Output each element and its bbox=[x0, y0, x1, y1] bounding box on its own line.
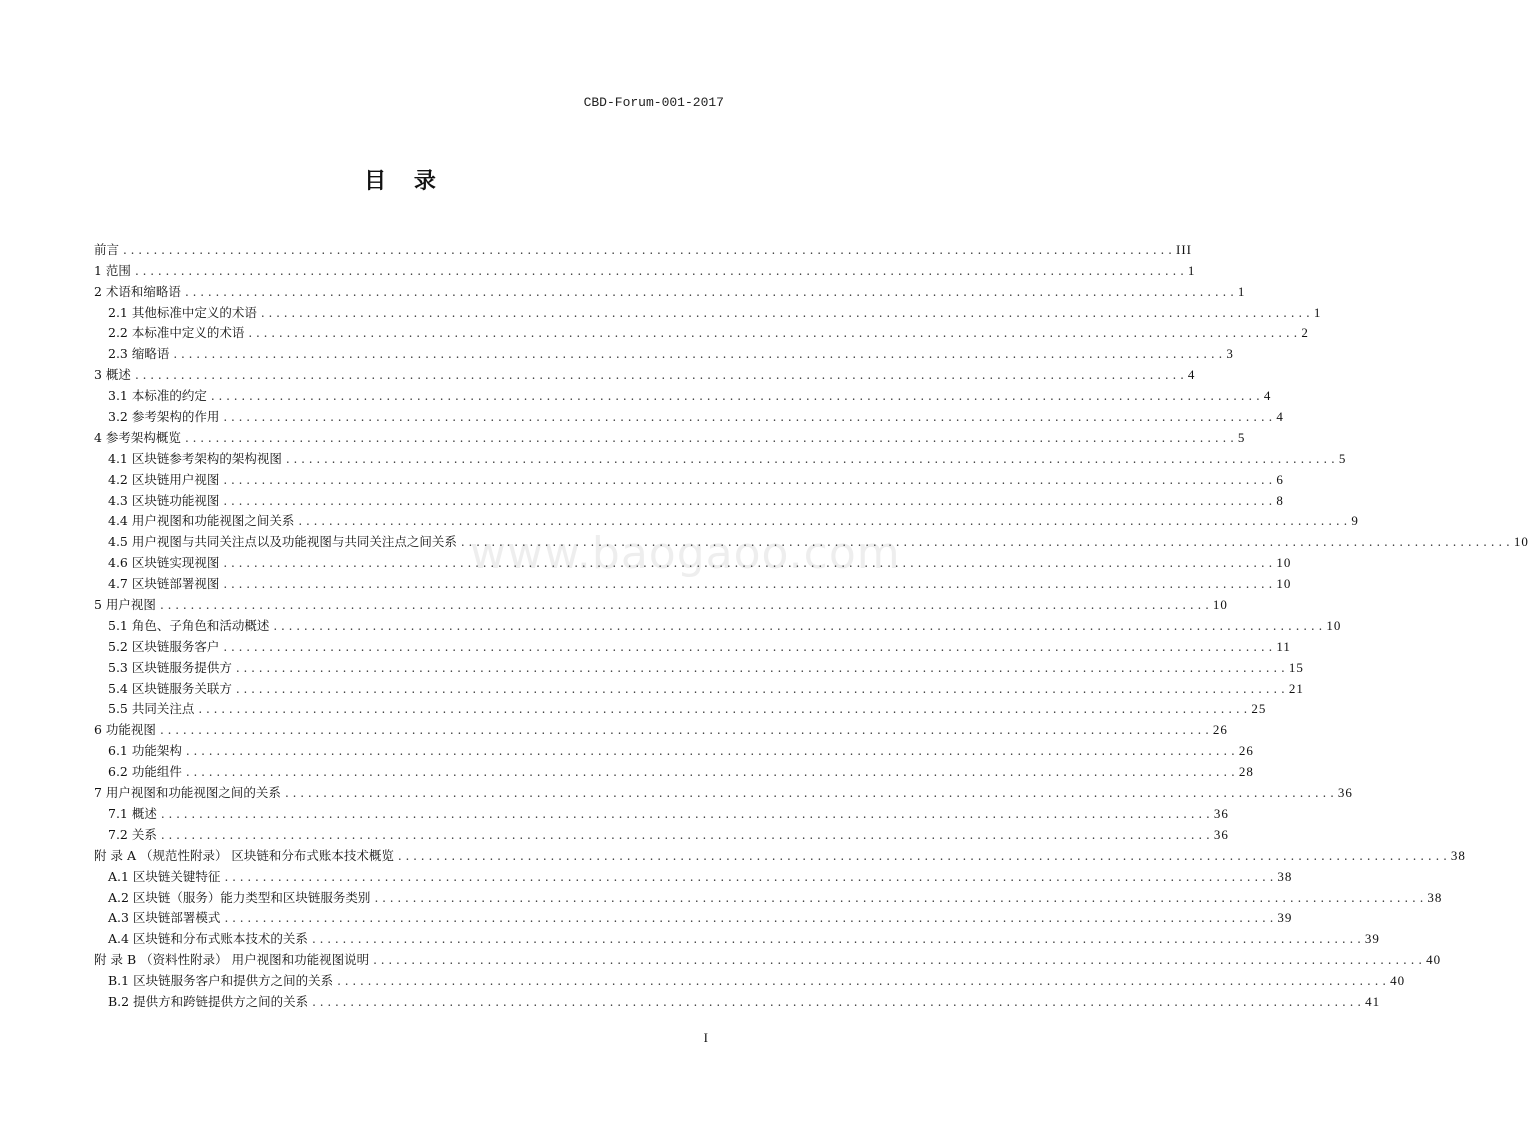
toc-entry-label: 4.4 用户视图和功能视图之间关系 bbox=[108, 513, 295, 529]
toc-entry[interactable] bbox=[94, 466, 1284, 487]
toc-entry-label: 附 录 A （规范性附录） 区块链和分布式账本技术概览 bbox=[94, 847, 394, 863]
toc-entry-page: 15 bbox=[1288, 659, 1304, 675]
toc-dot-leader bbox=[374, 891, 1423, 905]
toc-entry-label: 4.1 区块链参考架构的架构视图 bbox=[108, 450, 282, 466]
toc-entry-page: 4 bbox=[1263, 388, 1272, 404]
toc-entry-page: 25 bbox=[1251, 701, 1267, 717]
toc-entry-page: 11 bbox=[1276, 638, 1291, 654]
page-title: 目 录 bbox=[364, 169, 446, 194]
toc-entry-label: 5.1 角色、子角色和活动概述 bbox=[108, 617, 270, 633]
toc-entry-page: 26 bbox=[1212, 722, 1228, 738]
toc-entry[interactable] bbox=[94, 257, 1196, 278]
toc-dot-leader bbox=[160, 598, 1209, 612]
toc-entry-page: 1 bbox=[1237, 283, 1246, 299]
toc-entry-label: 5.2 区块链服务客户 bbox=[108, 638, 220, 654]
toc-entry[interactable] bbox=[94, 445, 1347, 466]
toc-entry-label: 3.2 参考架构的作用 bbox=[108, 409, 220, 425]
toc-dot-leader bbox=[161, 828, 1210, 842]
toc-entry[interactable] bbox=[94, 925, 1380, 947]
toc-entry-label: B.1 区块链服务客户和提供方之间的关系 bbox=[108, 973, 334, 989]
toc-dot-leader bbox=[312, 932, 1361, 946]
toc-dot-leader bbox=[224, 911, 1273, 925]
toc-entry-page: 2 bbox=[1301, 325, 1309, 341]
toc-entry[interactable] bbox=[94, 549, 1292, 571]
toc-entry[interactable] bbox=[94, 758, 1254, 780]
toc-entry-label: 4.5 用户视图与共同关注点以及功能视图与共同关注点之间关系 bbox=[108, 534, 457, 550]
toc-entry-page: 8 bbox=[1276, 492, 1284, 508]
toc-entry-label: 6.1 功能架构 bbox=[108, 743, 182, 759]
toc-dot-leader bbox=[236, 682, 1285, 696]
toc-entry-label: A.2 区块链（服务）能力类型和区块链服务类别 bbox=[108, 889, 371, 905]
toc-entry-label: 7.1 概述 bbox=[108, 805, 157, 821]
toc-entry-page: 28 bbox=[1238, 764, 1254, 780]
toc-entry-label: 3.1 本标准的约定 bbox=[108, 388, 207, 404]
toc-entry-label: 4.2 区块链用户视图 bbox=[108, 471, 220, 487]
toc-dot-leader bbox=[223, 640, 1272, 654]
toc-dot-leader bbox=[373, 953, 1422, 967]
toc-dot-leader bbox=[461, 535, 1510, 549]
toc-entry[interactable] bbox=[94, 779, 1353, 801]
toc-entry-label: A.4 区块链和分布式账本技术的关系 bbox=[108, 931, 308, 947]
toc-dot-leader bbox=[185, 431, 1234, 445]
toc-entry-page: 26 bbox=[1238, 743, 1254, 759]
toc-entry[interactable] bbox=[94, 299, 1322, 320]
toc-entry[interactable] bbox=[94, 905, 1293, 926]
toc-dot-leader bbox=[273, 619, 1322, 633]
toc-dot-leader bbox=[186, 744, 1235, 758]
watermark: www.baogaoo.com bbox=[470, 528, 901, 579]
toc-dot-leader bbox=[223, 556, 1272, 570]
toc-entry-page: 10 bbox=[1513, 534, 1529, 550]
toc-dot-leader bbox=[285, 786, 1334, 800]
toc-entry[interactable] bbox=[94, 654, 1304, 675]
toc-entry[interactable] bbox=[94, 863, 1293, 884]
toc-entry-label: 7 用户视图和功能视图之间的关系 bbox=[94, 785, 281, 801]
toc-dot-leader bbox=[198, 702, 1247, 716]
toc-entry-page: 10 bbox=[1276, 576, 1292, 592]
toc-entry-page: 41 bbox=[1365, 993, 1381, 1009]
toc-entry[interactable] bbox=[94, 696, 1267, 717]
toc-entry[interactable] bbox=[94, 716, 1228, 738]
toc-entry-page: 4 bbox=[1276, 409, 1284, 425]
toc-entry-page: 39 bbox=[1277, 910, 1293, 926]
toc-entry-page: 10 bbox=[1326, 617, 1342, 633]
toc-entry[interactable] bbox=[94, 320, 1309, 341]
toc-entry-page: 36 bbox=[1213, 826, 1229, 842]
toc-entry[interactable] bbox=[94, 508, 1359, 529]
toc-dot-leader bbox=[312, 995, 1361, 1009]
toc-entry[interactable] bbox=[94, 946, 1442, 968]
toc-entry-label: 5.4 区块链服务关联方 bbox=[108, 680, 232, 696]
toc-entry-page: 1 bbox=[1313, 304, 1322, 320]
toc-entry-label: 4 参考架构概览 bbox=[94, 429, 181, 445]
toc-dot-leader bbox=[261, 306, 1310, 320]
toc-dot-leader bbox=[398, 849, 1447, 863]
toc-entry-label: 2 术语和缩略语 bbox=[94, 283, 181, 299]
toc-dot-leader bbox=[223, 410, 1272, 424]
toc-entry-page: 40 bbox=[1426, 952, 1442, 968]
toc-entry[interactable] bbox=[94, 800, 1229, 821]
toc-dot-leader bbox=[223, 577, 1272, 591]
toc-dot-leader bbox=[161, 807, 1210, 821]
toc-entry-page: 1 bbox=[1187, 262, 1196, 278]
toc-entry-page: 36 bbox=[1337, 785, 1353, 801]
toc-entry-page: 21 bbox=[1288, 680, 1304, 696]
toc-entry-label: 3 概述 bbox=[94, 367, 131, 383]
toc-entry-label: 2.2 本标准中定义的术语 bbox=[108, 325, 245, 341]
toc-dot-leader bbox=[135, 264, 1184, 278]
toc-entry[interactable] bbox=[94, 528, 1529, 550]
toc-entry[interactable] bbox=[94, 612, 1342, 633]
toc-entry[interactable] bbox=[94, 403, 1284, 425]
toc-entry[interactable] bbox=[94, 278, 1246, 299]
toc-dot-leader bbox=[123, 243, 1172, 257]
toc-dot-leader bbox=[135, 368, 1184, 382]
table-of-contents bbox=[94, 236, 1529, 1009]
toc-entry[interactable] bbox=[94, 988, 1381, 1009]
toc-entry[interactable] bbox=[94, 737, 1254, 759]
toc-entry[interactable] bbox=[94, 340, 1234, 362]
toc-entry-page: 4 bbox=[1187, 367, 1196, 383]
toc-entry-label: 前言 bbox=[94, 241, 120, 257]
toc-entry-label: 附 录 B （资料性附录） 用户视图和功能视图说明 bbox=[94, 952, 370, 968]
toc-dot-leader bbox=[173, 347, 1222, 361]
toc-dot-leader bbox=[337, 974, 1386, 988]
toc-entry[interactable] bbox=[94, 236, 1192, 257]
toc-entry-label: 1 范围 bbox=[94, 262, 131, 278]
toc-dot-leader bbox=[248, 326, 1297, 340]
toc-entry[interactable] bbox=[94, 361, 1196, 383]
toc-entry-label: A.3 区块链部署模式 bbox=[108, 910, 221, 926]
toc-entry[interactable] bbox=[94, 633, 1291, 654]
toc-entry-page: III bbox=[1176, 241, 1192, 257]
toc-entry[interactable] bbox=[94, 591, 1228, 613]
toc-entry-page: 9 bbox=[1351, 513, 1359, 529]
toc-entry-label: 5 用户视图 bbox=[94, 597, 156, 613]
toc-entry[interactable] bbox=[94, 570, 1292, 592]
toc-entry-label: 4.3 区块链功能视图 bbox=[108, 492, 220, 508]
toc-dot-leader bbox=[185, 285, 1234, 299]
toc-entry[interactable] bbox=[94, 675, 1304, 696]
toc-entry-label: B.2 提供方和跨链提供方之间的关系 bbox=[108, 993, 309, 1009]
toc-entry[interactable] bbox=[94, 821, 1229, 842]
toc-dot-leader bbox=[160, 723, 1209, 737]
toc-entry-page: 39 bbox=[1364, 931, 1380, 947]
toc-dot-leader bbox=[186, 765, 1235, 779]
toc-entry[interactable] bbox=[94, 967, 1406, 989]
toc-entry-page: 3 bbox=[1226, 346, 1234, 362]
toc-dot-leader bbox=[236, 661, 1285, 675]
toc-entry-page: 38 bbox=[1450, 847, 1466, 863]
toc-entry[interactable] bbox=[94, 884, 1443, 905]
toc-entry[interactable] bbox=[94, 842, 1466, 863]
toc-dot-leader bbox=[224, 870, 1273, 884]
toc-entry-page: 6 bbox=[1276, 471, 1284, 487]
toc-entry-label: A.1 区块链关键特征 bbox=[108, 868, 221, 884]
toc-entry-page: 10 bbox=[1276, 555, 1292, 571]
toc-entry-page: 40 bbox=[1390, 973, 1406, 989]
toc-dot-leader bbox=[223, 494, 1272, 508]
document-code: CBD-Forum-001-2017 bbox=[583, 95, 724, 110]
toc-entry[interactable] bbox=[94, 382, 1272, 404]
toc-entry-label: 5.5 共同关注点 bbox=[108, 701, 195, 717]
toc-entry-label: 2.1 其他标准中定义的术语 bbox=[108, 304, 257, 320]
toc-dot-leader bbox=[298, 514, 1347, 528]
toc-entry-page: 38 bbox=[1427, 889, 1443, 905]
toc-entry-label: 6.2 功能组件 bbox=[108, 764, 182, 780]
toc-entry-page: 5 bbox=[1338, 450, 1347, 466]
toc-entry[interactable] bbox=[94, 487, 1284, 508]
toc-dot-leader bbox=[223, 473, 1272, 487]
toc-entry-page: 10 bbox=[1212, 597, 1228, 613]
toc-entry-page: 36 bbox=[1213, 805, 1229, 821]
toc-entry-label: 6 功能视图 bbox=[94, 722, 156, 738]
toc-dot-leader bbox=[211, 389, 1260, 403]
toc-entry[interactable] bbox=[94, 424, 1246, 445]
toc-entry-label: 7.2 关系 bbox=[108, 826, 157, 842]
toc-entry-page: 5 bbox=[1237, 429, 1246, 445]
toc-entry-label: 4.6 区块链实现视图 bbox=[108, 555, 220, 571]
toc-dot-leader bbox=[286, 452, 1335, 466]
page-number: I bbox=[703, 1030, 708, 1045]
toc-entry-label: 4.7 区块链部署视图 bbox=[108, 576, 220, 592]
toc-entry-label: 5.3 区块链服务提供方 bbox=[108, 659, 232, 675]
toc-entry-label: 2.3 缩略语 bbox=[108, 346, 170, 362]
toc-entry-page: 38 bbox=[1277, 868, 1293, 884]
